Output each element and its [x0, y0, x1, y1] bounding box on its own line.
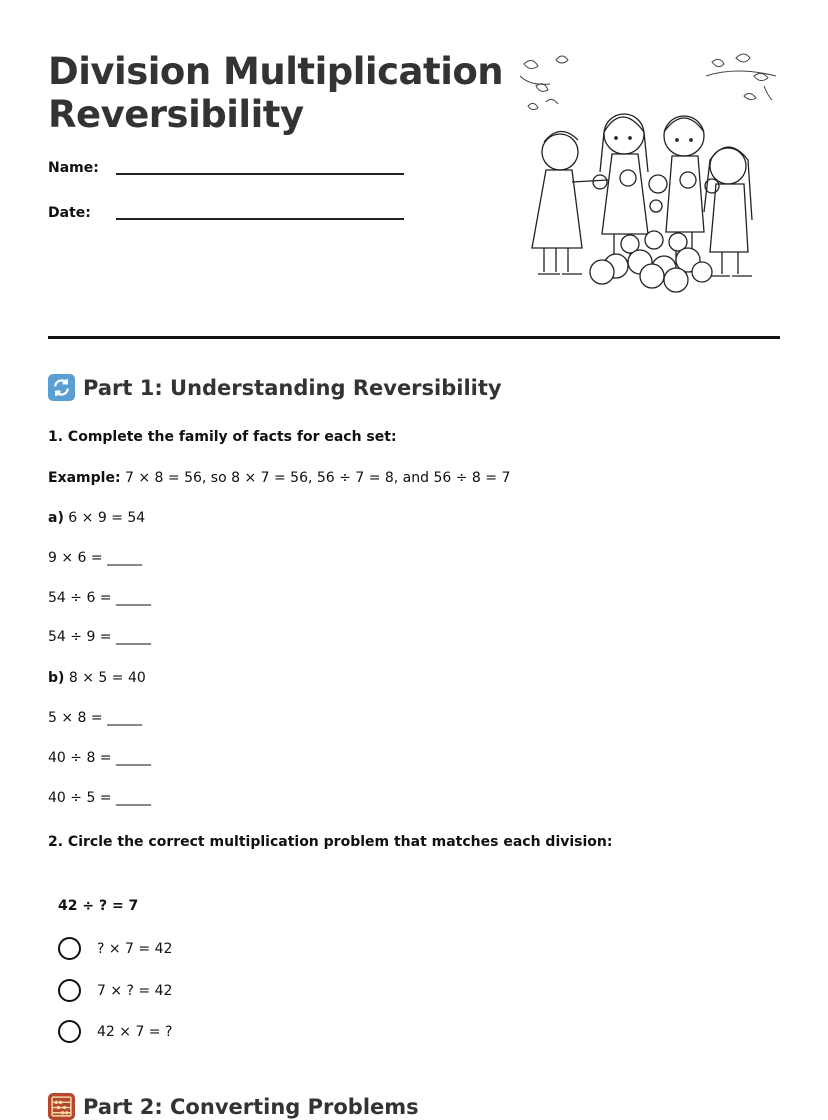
name-field: [48, 160, 99, 176]
division-problem: 42 ÷ ? = 7: [58, 898, 139, 914]
set-b-given: [48, 670, 146, 686]
set-b-fact-2[interactable]: 40 ÷ 8 = _____: [48, 750, 151, 766]
set-a-fact-3[interactable]: 54 ÷ 9 = _____: [48, 629, 151, 645]
section-divider: [48, 336, 780, 339]
cycle-arrows-icon: [48, 374, 75, 401]
radio-circle[interactable]: [58, 1020, 81, 1043]
date-field: [48, 205, 91, 221]
set-b-fact-3[interactable]: 40 ÷ 5 = _____: [48, 790, 151, 806]
part1-heading: [48, 374, 502, 401]
date-label: Date:: [48, 205, 91, 221]
set-a-fact-1[interactable]: 9 × 6 = _____: [48, 550, 143, 566]
radio-circle[interactable]: [58, 979, 81, 1002]
set-b-label: b): [48, 670, 65, 686]
option-2[interactable]: [58, 979, 172, 1002]
question-1: 1. Complete the family of facts for each set:: [48, 429, 397, 445]
set-a-given: [48, 510, 145, 526]
date-input-line[interactable]: [116, 218, 404, 220]
option-2-label: 7 × ? = 42: [97, 982, 173, 999]
question-2: 2. Circle the correct multiplication problem that matches each division:: [48, 834, 613, 850]
part2-title: Part 2: Converting Problems: [83, 1094, 419, 1119]
example-text: 7 × 8 = 56, so 8 × 7 = 56, 56 ÷ 7 = 8, and 56 ÷ 8 = 7: [120, 470, 511, 486]
option-1-label: ? × 7 = 42: [97, 940, 173, 957]
set-a-fact-2[interactable]: 54 ÷ 6 = _____: [48, 590, 151, 606]
option-3[interactable]: [58, 1020, 172, 1043]
option-1[interactable]: [58, 937, 172, 960]
abacus-icon: [48, 1093, 75, 1120]
option-3-label: 42 × 7 = ?: [97, 1023, 173, 1040]
part1-title: Part 1: Understanding Reversibility: [83, 375, 502, 400]
set-a-equation: 6 × 9 = 54: [63, 510, 146, 526]
name-label: Name:: [48, 160, 99, 176]
name-input-line[interactable]: [116, 173, 404, 175]
example-label: Example:: [48, 470, 121, 486]
set-b-equation: 8 × 5 = 40: [64, 670, 146, 686]
children-with-apples-illustration: [516, 46, 784, 296]
set-a-label: a): [48, 510, 64, 526]
part2-heading: [48, 1093, 419, 1120]
example-line: [48, 470, 510, 486]
radio-circle[interactable]: [58, 937, 81, 960]
page-title: Division Multiplication Reversibility: [48, 50, 504, 136]
set-b-fact-1[interactable]: 5 × 8 = _____: [48, 710, 143, 726]
